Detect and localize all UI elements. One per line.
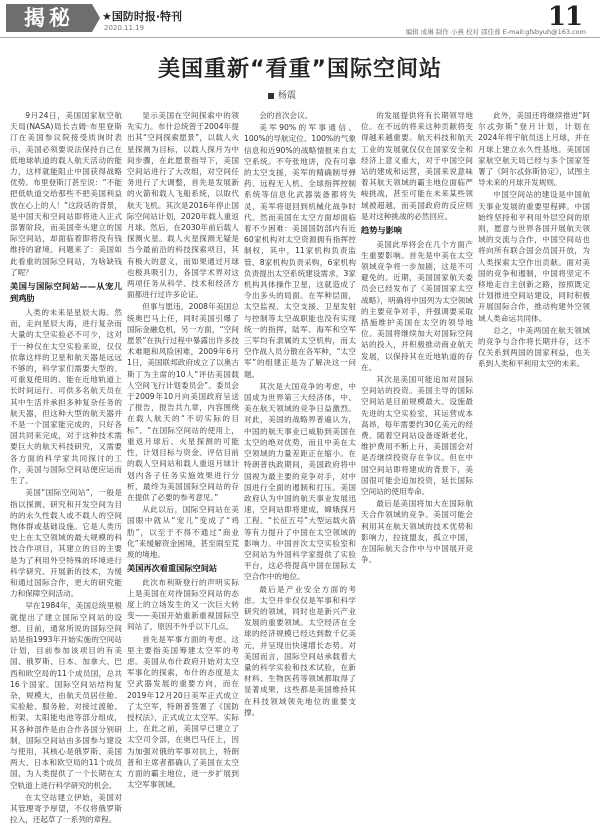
column-3 xyxy=(244,110,356,719)
paragraph: 中国空间站的建设是中国航天事业发展的重要里程碑。中国始终坚持和平利用外层空间的原则，愿意与世界各国开展航天领域的交流与合作，中国空间站也将向所有联合国会员国开放，为人类探索太空作出贡献。面对美国的竞争和遏制，中国将坚定不移地走自主创新之路，按照既定计划推进空间站建设，同时积极开展国际合作，推动构建外空领域人类命运共同体。 xyxy=(478,190,590,323)
page-number: 11 xyxy=(547,2,582,32)
author-line xyxy=(268,88,296,101)
paragraph: 的发展提供将有长期领导地位。在不远的将来这种贡献将变得越来越重要。航天科技和航天工业的发展就仅仅在国家安全和经济上意义重大，对于中国空间站的建成和运营，美国来说意味着其航天领域的霸主地位面临严峻挑战，甚至可能在未来某些领域被超越，而美国政府的反应则是对这种挑战的必然回应。 xyxy=(361,111,473,221)
subheading: 趋势与影响 xyxy=(361,225,402,236)
paragraph: 美国此举将会在几个方面产生重要影响。首先是中美在太空领域竞争将一步加剧，这是不可避免的。近期，美国国家航天委员会已经发布了《美国国家太空战略》，明确将中国列为太空领域的主要竞争对手，并强调要采取措施维护美国在太空的领导地位。美国将继续加大对国际空间站的投入，并积极推动商业航天发展，以保持其在近地轨道的存在。 xyxy=(361,239,473,372)
paragraph: 美军90%的军事通信、100%的导航定位、100%的气象信息和近90%的战略情报来自太空系统。不夸张地讲，没有可靠的太空支援，美军的精确制导弹药、远程无人机、全球指挥控制系统等信息化武器装备都将失灵，美军将退回到机械化战争时代。然而美国在太空方面却面临着不少困难：美国国防部内有近60家机构对太空资源拥有指挥控制权，其中，11家机构负责监管、8家机构负责采购，6家机构负责提出太空系统建设需求，3家机构具体操作卫星，这就造成了令出多头的局面。在军种层面，太空监视、太空支援、卫星发射与控制等太空战职能也没有实现统一的指挥，陆军、海军和空军三军均有隶属的太空机构，而太空作战人员分散在各军种，“太空军”的组建正是为了解决这一问题。 xyxy=(244,123,356,379)
author-name: 杨震 xyxy=(278,91,297,101)
paragraph: 从此以后，国际空间站在美国眼中就从“宠儿”变成了“鸡肋”，以至于不得不通过“商业化”来缓解资金困境，甚至闹至荒废的境地。 xyxy=(127,505,239,559)
paragraph: 人类的未来是星辰大海。然而，走向星辰大海，进行复杂而大量的太空实验必不可少，这对于一种仅在太空实验来说，仅仅依靠这样的卫星和航天器是远远不够的，科学家们需要大型的、可重复使用的、能在近地轨道上长时间运行、可供多名航天员在其中生活并承担多种复杂任务的航天器，但这种大型的航天器并不是一个国家能完成的，只好各国共同来完成，对于这种技术需要巨大的航天科技研究，又需要各方面的科学家共同探讨的工作，美国与国际空间站便应运而生了。 xyxy=(10,308,122,486)
paragraph: 此次布利斯登行的声明实际上是美国在对待国际空间站的态度上的立场发生的又一次巨大转变——美国开始重新重视国际空间站了，原因不外乎以下几点。 xyxy=(127,577,239,632)
section-logo: 揭秘 xyxy=(6,4,92,32)
paragraph: 最后是美国将加大在国际航天合作领域的竞争。美国可能会利用其在航天领域的技术优势和影响力，拉拢盟友，孤立中国，在国际航天合作中与中国展开竞争。 xyxy=(361,499,473,565)
paragraph: 其次是美国可能追加对国际空间站的投资。美国主导的国际空间站是目前规模最大、设施最先进的太空实验室，其运营成本高昂，每年需要约30亿美元的经费。随着空间站设备逐渐老化，维护费用不断上升，美国国会对是否继续投资存在争议。但在中国空间站即将建成的背景下，美国很可能会追加投资，延长国际空间站的使用寿命。 xyxy=(361,374,473,496)
article-title: 美国重新“看重”国际空间站 xyxy=(158,57,442,82)
paragraph: 最后是产业安全方面的考虑。太空并非仅仅是军事和科学研究的领域，同时也是新兴产业发展的重要领域。太空经济在全球的经济规模已经达到数千亿美元，并呈现出快速增长态势。对美国而言，国际空间站承载着大量的科学实验和技术试验，在新材料、生物医药等领域都取得了显著成果，这些都是美国维持其在科技领域领先地位的重要支撑。 xyxy=(244,584,356,717)
bullet-square-icon xyxy=(268,93,274,99)
column-5 xyxy=(478,110,590,371)
subheading: 美国再次看重国际空间站 xyxy=(127,563,218,574)
paragraph: 美国“国际空间站”，一般是指以探测、研究和开发空间为目的的永久性载人或不载人的空间物体群或基础设施。它是人类历史上在太空领域的最大规模的科技合作项目，其建立的目的主要是为了利用外空特殊的环境进行科学研究、开展新的技术，为缓和通过国际合作，更大的研究能力和保障空间活动。 xyxy=(10,488,122,599)
issue-date: 2020.11.19 xyxy=(104,24,145,32)
masthead xyxy=(0,0,600,38)
subheading: 美国与国际空间站——从宠儿到鸡肋 xyxy=(10,281,122,303)
paragraph: 早在1984年，美国总统里根就提出了建立国际空间站的设想。目前，通常所说的国际空间站是指1993年开始实施的空间站计划，目前参加该项目的有美国、俄罗斯、日本、加拿大、巴西和欧空局的11个成员国，总共16个国家。国际空间站结构复杂，规模大，由航天员居住舱、实验舱、服务舱、对接过渡舱、桁架、太阳能电池等部分组成，其各种部件是由合作各国分别研制，国际空间站由多国参与建设与使用，其核心是俄罗斯、美国两大、日本和欧空局的11个成员国，为人类提供了一个长期在太空轨道上进行科学研究的机会。 xyxy=(10,601,122,790)
header-rule xyxy=(0,37,600,38)
section-title: ★国防时报·特刊 xyxy=(102,10,183,23)
paragraph: 总之，中美两国在航天领域的竞争与合作将长期并存，这不仅关系到两国的国家利益，也关系到人类和平利用太空的未来。 xyxy=(478,325,590,369)
paragraph: 首先是军事方面的考虑。这里主要指美国筹建太空军的考虑。美国从布什政府开始对太空军事化的探索，布什的态度是太空武器发展的重要方向，而在2019年12月20日美军正式成立了太空军，特朗普签署了《国防授权法》，正式成立太空军。实际上，在此之前，美国早已建立了太空司令部，在奥巴马任上，因为加强对俄的军事对抗上，特朗普和主席者都确认了美国在太空方面的霸主地位，进一步扩展到太空军事领域。 xyxy=(127,634,239,790)
editor-info: 编辑 成琳 制作 小燕 校对 邵佳蓉 E-mail:gfsbyuh@163.com xyxy=(405,28,586,36)
column-2 xyxy=(127,110,239,791)
column-1 xyxy=(10,110,122,826)
paragraph: 9月24日，美国国家航空航天局(NASA)局长吉姆·布里登斯汀在美国参议院接受质询时表示，美国必须要说法保持自己在低地球轨道的载人航天活动的能力，这样就能阻止中国获得战略优势。布里登斯汀甚至说：“不能把低轨道交给那些不把美国利益放在心上的人！”这段话的背景，是中国天和空间站即将进入正式部署阶段，而美国牵头建立的国际空间站，却面临着即将没有钱维持的窘境。问题来了：美国如此看重的国际空间站，为啥缺钱了呢？ xyxy=(10,111,122,277)
paragraph: 在太空站建立伊始，美国对其管理寄予厚望，不仅将俄罗斯拉入，还起草了一系列的章程。 xyxy=(10,792,122,825)
paragraph: 其次是大国竞争的考虑，中国成为世界第三大经济体，中、美在航天领域的竞争日益激烈。对此，美国的战略界普遍认为，中国的航天事业已威胁到美国在太空的绝对优势，而且中美在太空领域的力量差距正在缩小。在特朗普执政期间，美国政府将中国视为最主要的竞争对手，对中国进行全面的遏制和打压。美国政府认为中国的航天事业发展迅速，空间站即将建成，嫦娥探月工程、“长征五号”大型运载火箭等有力提升了中国在太空领域的影响力。中国首次太空实验室和空间站为外国科学家提供了实验平台，这必将提高中国在国际太空合作中的地位。 xyxy=(244,381,356,582)
column-4 xyxy=(361,110,473,566)
paragraph: 但事与愿违，2008年美国总统奥巴马上任，同时美国引爆了国际金融危机，另一方面，“空间愿景”在执行过程中暴露出许多技术难题和风险困难，2009年6月1日，美国联邦政府成立了以奥古斯丁为主席的10人“评估美国载人空间飞行计划委员会”。委员会于2009年10月向美国政府呈送了报告，报告共九章，内容围绕在载人航天的“不切实际的目标”、“在国际空间站的使用上，重返月球后、火星探测的可能性，计划目标与资金、评估目前的载人空间站和载人重返月球计划内各子任务实施效果进行分析，最终为美国国际空间站的存在提供了必要的参考意见。” xyxy=(127,302,239,502)
paragraph: 此外，美国还将继续推进“阿尔忒弥斯”登月计划，计划在2024年将宇航员送上月球，并在月球上建立永久性基地。美国国家航空航天局已经与多个国家签署了《阿尔忒弥斯协定》，试图主导未来的月球开发规则。 xyxy=(478,111,590,188)
paragraph: 显示美国在空间探索中的领先实力。布什总统曾于2004年提出其“空间探索愿景”，以载人火星探测为目标，以载人探月为中间步骤，在此愿景指导下，美国空间站进行了大改组，对空间任务进行了大调整，首先是发展新的火箭和载人飞船系统，以取代航天飞机。其次是2016年停止国际空间站计划，2020年载人重返月球。然后，在2030年前后载人探测火星。载人火星探测无疑是当今最前沿的科技探索项目，其有极大的意义，而如果通过月球也极具吸引力，各国学术界对这两项任务从科学、技术和经济方面都进行过许多论证。 xyxy=(127,111,239,300)
paragraph: 会的首次会议。 xyxy=(259,111,313,120)
